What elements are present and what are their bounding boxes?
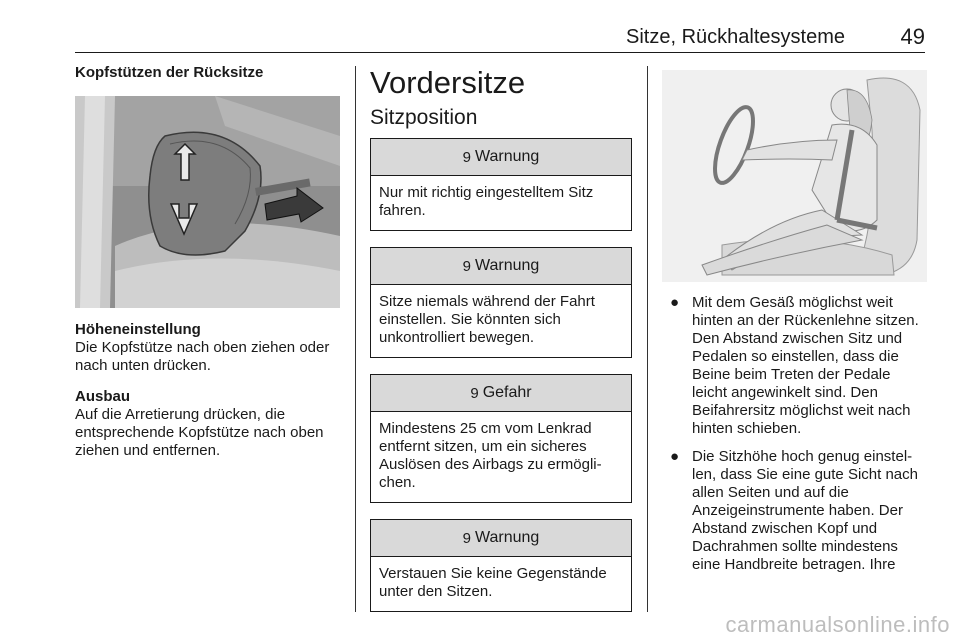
watermark-text: carmanualsonline.info <box>725 612 950 637</box>
warning-text: Sitze niemals während der Fahrt einstellen. Sie könnten sich unkontrolliert bewegen. <box>379 293 595 346</box>
warning-triangle-icon: 9 <box>462 148 471 166</box>
page-header <box>75 22 925 53</box>
bullet-icon: ● <box>670 294 680 311</box>
seat-position-list <box>662 294 927 574</box>
page-header-title: Sitze, Rückhaltesysteme <box>626 26 845 48</box>
warning-triangle-icon: 9 <box>470 384 479 402</box>
right-column <box>662 64 927 584</box>
danger-heading: Gefahr <box>482 384 532 401</box>
bullet-icon: ● <box>670 448 680 465</box>
warning-header <box>371 520 631 557</box>
list-item-text: Mit dem Gesäß möglichst weit hinten an der Rückenlehne sitzen. Den Abstand zwischen Sitz und Pedalen so einstellen, dass die Beine beim Treten der Pedale leicht angewinkelt sind. Den Beifahrersitz möglichst weit nach hinten schieben. <box>692 294 919 437</box>
warning-text: Verstauen Sie keine Gegenstände unter den Sitzen. <box>379 565 607 600</box>
danger-header <box>371 375 631 412</box>
section-heading: Kopfstützen der Rücksitze <box>75 64 264 81</box>
danger-box <box>370 374 632 503</box>
height-adjustment-heading: Höheneinstellung <box>75 321 201 338</box>
warning-text: Nur mit richtig eingestelltem Sitz fahren. <box>379 184 594 219</box>
middle-column <box>370 64 632 628</box>
seated-driver-illustration <box>662 70 927 282</box>
warning-box <box>370 247 632 358</box>
warning-header <box>371 248 631 285</box>
list-item <box>662 294 927 438</box>
warning-heading: Warnung <box>475 529 540 546</box>
warning-box <box>370 519 632 612</box>
list-item <box>662 448 927 574</box>
chapter-title: Vordersitze <box>370 65 526 100</box>
section-title: Sitzposition <box>370 106 478 129</box>
warning-heading: Warnung <box>475 257 540 274</box>
column-divider <box>355 66 356 612</box>
headrest-illustration <box>75 96 340 308</box>
height-adjustment-text: Die Kopfstütze nach oben ziehen oder nach unten drücken. <box>75 339 330 374</box>
warning-heading: Warnung <box>475 148 540 165</box>
warning-header <box>371 139 631 176</box>
warning-box <box>370 138 632 231</box>
removal-heading: Ausbau <box>75 388 131 405</box>
list-item-text: Die Sitzhöhe hoch genug einstel-len, dass Sie eine gute Sicht nach allen Seiten und auf die Anzeigeinstrumente haben. Der Abstand zwischen Kopf und Dachrahmen sollte mindestens eine Handbreite betragen. Ihre <box>692 448 918 573</box>
warning-triangle-icon: 9 <box>462 529 471 547</box>
warning-triangle-icon: 9 <box>462 257 471 275</box>
left-column <box>75 64 340 460</box>
removal-text: Auf die Arretierung drücken, die entsprechende Kopfstütze nach oben ziehen und entfernen. <box>75 406 324 459</box>
column-divider <box>647 66 648 612</box>
danger-text: Mindestens 25 cm vom Lenkrad entfernt sitzen, um ein sicheres Auslösen des Airbags zu ermögli-chen. <box>379 420 602 491</box>
page-number: 49 <box>900 24 925 49</box>
